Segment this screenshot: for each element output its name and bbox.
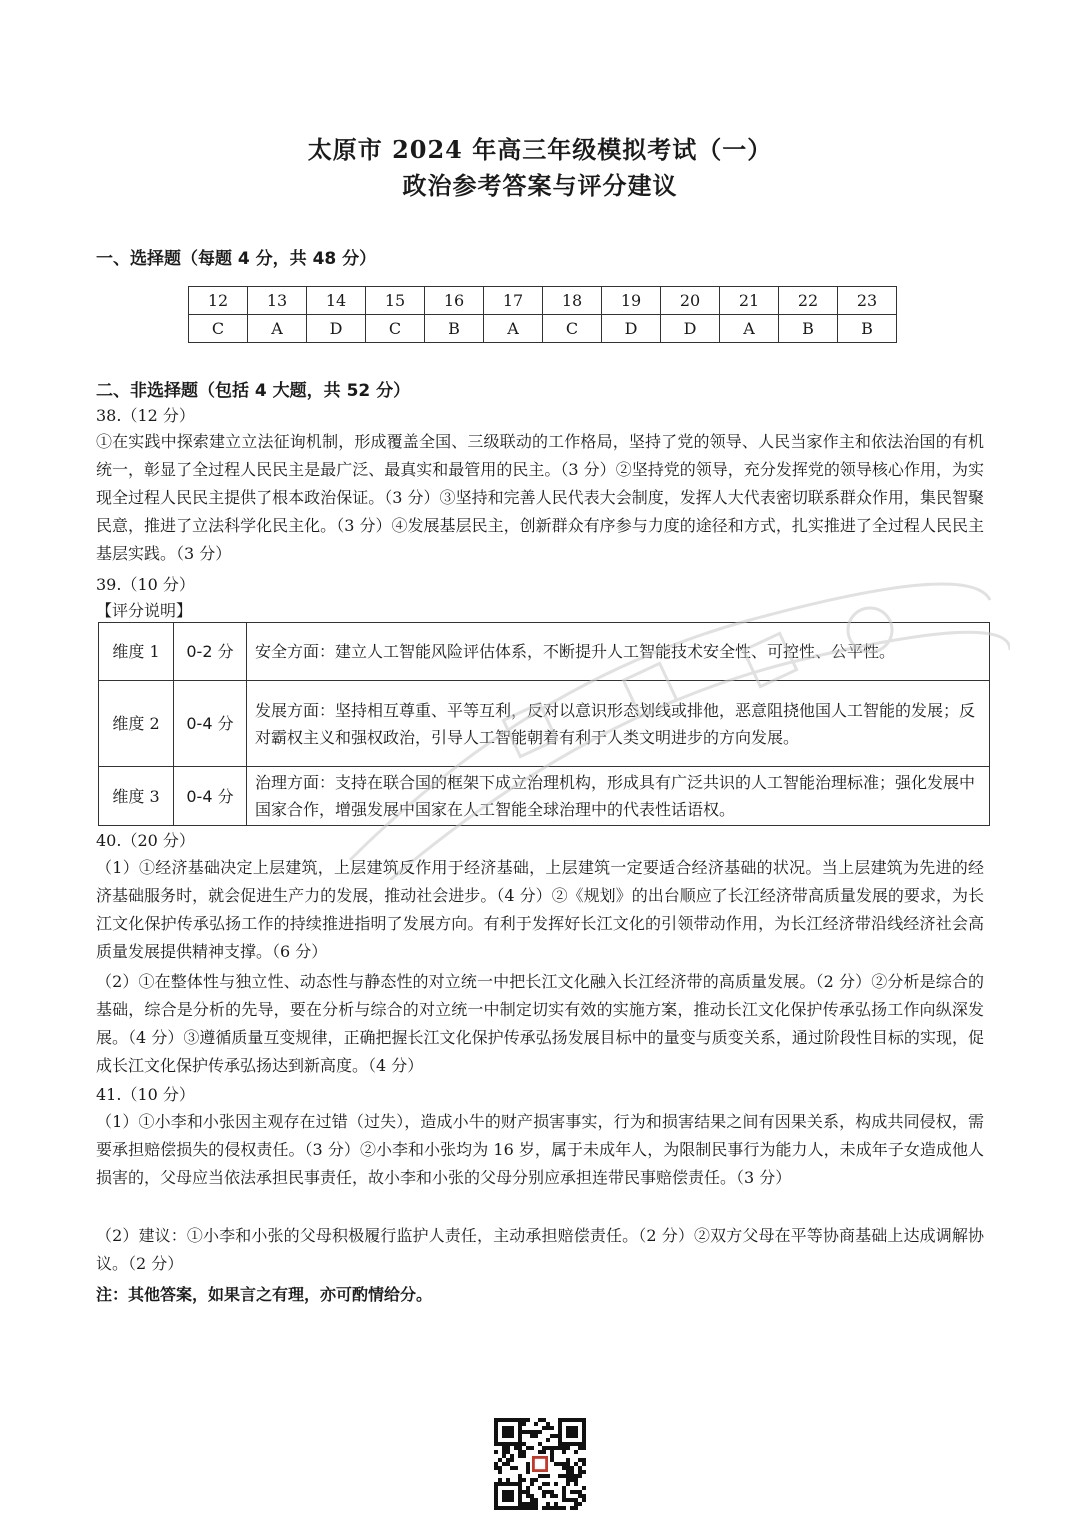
rubric-description: 发展方面：坚持相互尊重、平等互利，反对以意识形态划线或排他，恶意阻挠他国人工智能的发展；反对霸权主义和强权政治，引导人工智能朝着有利于人类文明进步的方向发展。 bbox=[247, 681, 990, 767]
answer-cell: A bbox=[720, 315, 779, 343]
question-number-cell: 12 bbox=[189, 287, 248, 315]
rubric-row bbox=[99, 681, 990, 767]
section1-heading: 一、选择题（每题 4 分，共 48 分） bbox=[96, 249, 377, 269]
answer-cell: D bbox=[602, 315, 661, 343]
q40-part1: （1）①经济基础决定上层建筑，上层建筑反作用于经济基础，上层建筑一定要适合经济基础的状况。当上层建筑为先进的经济基础服务时，就会促进生产力的发展，推动社会进步。（4 分）②《规划》的出台顺应了长江经济带高质量发展的要求，为长江文化保护传承弘扬工作的持续推进指明了发展方向。有利于发挥好长江文化的引领带动作用，为长江经济带沿线经济社会高质量发展提供精神支撑。（6 分） bbox=[96, 858, 984, 961]
answer-cell: C bbox=[189, 315, 248, 343]
answer-cell: B bbox=[838, 315, 897, 343]
question-number-cell: 17 bbox=[484, 287, 543, 315]
rubric-dimension: 维度 1 bbox=[99, 623, 174, 681]
q38-answer: ①在实践中探索建立立法征询机制，形成覆盖全国、三级联动的工作格局，坚持了党的领导、人民当家作主和依法治国的有机统一，彰显了全过程人民民主是最广泛、最真实和最管用的民主。（3 分）②坚持党的领导，充分发挥党的领导核心作用，为实现全过程人民民主提供了根本政治保证。（3 分）③坚持和完善人民代表大会制度，发挥人大代表密切联系群众作用，集民智聚民意，推进了立法科学化民主化。（3 分）④发展基层民主，创新群众有序参与力度的途径和方式，扎实推进了全过程人民民主基层实践。（3 分） bbox=[96, 432, 984, 563]
question-number-cell: 22 bbox=[779, 287, 838, 315]
page-title: 太原市 2024 年高三年级模拟考试（一） bbox=[307, 135, 773, 164]
answer-row bbox=[189, 315, 897, 343]
question-number-cell: 19 bbox=[602, 287, 661, 315]
question-number-cell: 18 bbox=[543, 287, 602, 315]
rubric-dimension: 维度 3 bbox=[99, 767, 174, 826]
q40-part2: （2）①在整体性与独立性、动态性与静态性的对立统一中把长江文化融入长江经济带的高质量发展。（2 分）②分析是综合的基础，综合是分析的先导，要在分析与综合的对立统一中制定切实有效的实施方案，推动长江文化保护传承弘扬工作向纵深发展。（4 分）③遵循质量互变规律，正确把握长江文化保护传承弘扬发展目标中的量变与质变关系，通过阶段性目标的实现，促成长江文化保护传承弘扬达到新高度。（4 分） bbox=[96, 972, 984, 1075]
section2-heading: 二、非选择题（包括 4 大题，共 52 分） bbox=[96, 381, 411, 401]
question-number-cell: 21 bbox=[720, 287, 779, 315]
answer-cell: B bbox=[425, 315, 484, 343]
qr-code-image bbox=[494, 1418, 586, 1510]
rubric-table bbox=[98, 622, 990, 826]
q41-part2: （2）建议：①小李和小张的父母积极履行监护人责任，主动承担赔偿责任。（2 分）②双方父母在平等协商基础上达成调解协议。（2 分） bbox=[96, 1226, 984, 1273]
question-number-cell: 16 bbox=[425, 287, 484, 315]
answer-cell: D bbox=[307, 315, 366, 343]
rubric-description: 治理方面：支持在联合国的框架下成立治理机构，形成具有广泛共识的人工智能治理标准；强化发展中国家合作，增强发展中国家在人工智能全球治理中的代表性话语权。 bbox=[247, 767, 990, 826]
answer-cell: D bbox=[661, 315, 720, 343]
question-number-cell: 20 bbox=[661, 287, 720, 315]
question-number-cell: 23 bbox=[838, 287, 897, 315]
rubric-title: 【评分说明】 bbox=[96, 601, 193, 620]
answer-cell: B bbox=[779, 315, 838, 343]
page-subtitle: 政治参考答案与评分建议 bbox=[402, 171, 678, 200]
answer-cell: A bbox=[484, 315, 543, 343]
q40-label: 40.（20 分） bbox=[96, 831, 195, 850]
rubric-score: 0-2 分 bbox=[174, 623, 247, 681]
choice-answer-table bbox=[188, 286, 897, 343]
answer-cell: A bbox=[248, 315, 307, 343]
rubric-row bbox=[99, 767, 990, 826]
q41-label: 41.（10 分） bbox=[96, 1085, 195, 1104]
question-number-cell: 14 bbox=[307, 287, 366, 315]
rubric-dimension: 维度 2 bbox=[99, 681, 174, 767]
question-number-cell: 15 bbox=[366, 287, 425, 315]
scoring-note: 注：其他答案，如果言之有理，亦可酌情给分。 bbox=[96, 1285, 433, 1304]
rubric-description: 安全方面：建立人工智能风险评估体系，不断提升人工智能技术安全性、可控性、公平性。 bbox=[247, 623, 990, 681]
answer-cell: C bbox=[543, 315, 602, 343]
q38-label: 38.（12 分） bbox=[96, 406, 195, 425]
rubric-score: 0-4 分 bbox=[174, 767, 247, 826]
question-number-row bbox=[189, 287, 897, 315]
rubric-score: 0-4 分 bbox=[174, 681, 247, 767]
question-number-cell: 13 bbox=[248, 287, 307, 315]
q41-part1: （1）①小李和小张因主观存在过错（过失），造成小牛的财产损害事实，行为和损害结果之间有因果关系，构成共同侵权，需要承担赔偿损失的侵权责任。（3 分）②小李和小张均为 16 岁，属于未成年人，为限制民事行为能力人，未成年子女造成他人损害的，父母应当依法承担民事责任，故小李和小张的父母分别应承担连带民事赔偿责任。（3 分） bbox=[96, 1112, 984, 1187]
answer-cell: C bbox=[366, 315, 425, 343]
rubric-row bbox=[99, 623, 990, 681]
q39-label: 39.（10 分） bbox=[96, 575, 195, 594]
